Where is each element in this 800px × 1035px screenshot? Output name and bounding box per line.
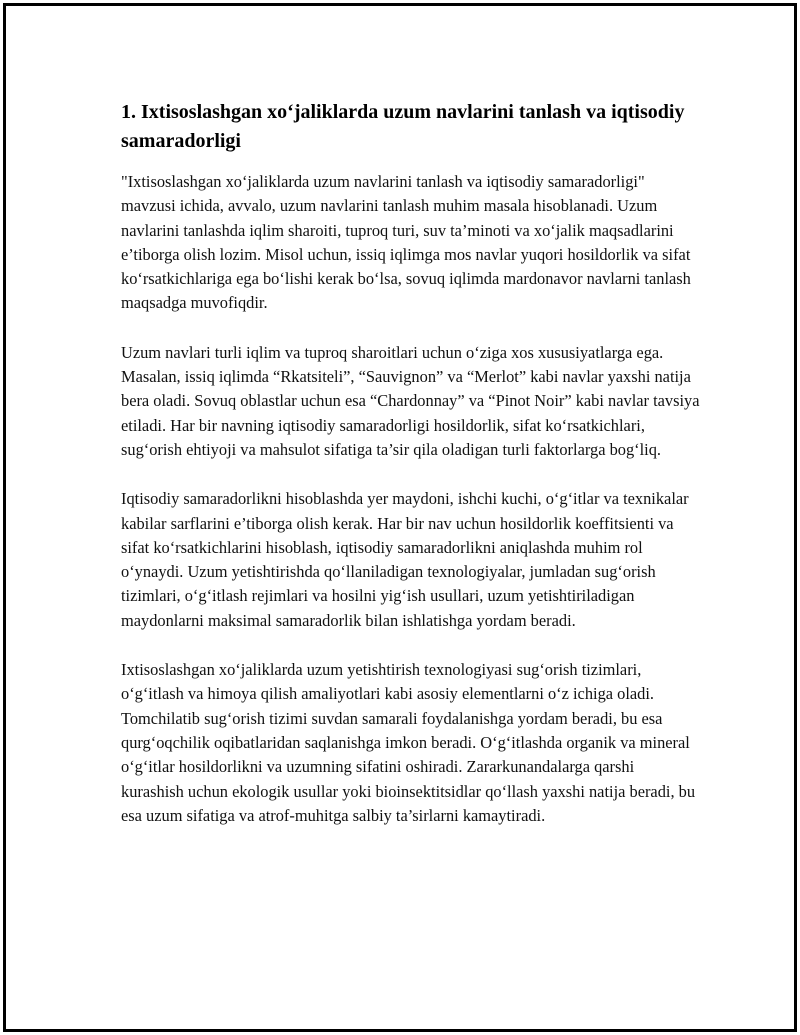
paragraph-3: Iqtisodiy samaradorlikni hisoblashda yer maydoni, ishchi kuchi, o‘g‘itlar va texnikalar kabilar sarflarini e’tiborga olish kerak. Har bir nav uchun hosildorlik koeffitsienti va sifat ko‘rsatkichlarini hisoblash, iqtisodiy samaradorlikni aniqlashda muhim rol o‘ynaydi. Uzum yetishtirishda qo‘llaniladigan texnologiyalar, jumladan sug‘orish tizimlari, o‘g‘itlash rejimlari va hosilni yig‘ish usullari, uzum yetishtiriladigan maydonlarni maksimal samaradorlik bilan ishlatishga yordam beradi. [121, 489, 689, 630]
page-frame [3, 3, 797, 1032]
paragraph-1: "Ixtisoslashgan xo‘jaliklarda uzum navlarini tanlash va iqtisodiy samaradorligi" mavzusi ichida, avvalo, uzum navlarini tanlash muhim masala hisoblanadi. Uzum navlarini tanlashda iqlim sharoiti, tuproq turi, suv ta’minoti va xo‘jalik maqsadlarini e’tiborga olish lozim. Misol uchun, issiq iqlimga mos navlar yuqori hosildorlik va sifat ko‘rsatkichlariga ega bo‘lishi kerak bo‘lsa, sovuq iqlimda mardonavor navlarni tanlash maqsadga muvofiqdir. [121, 172, 691, 313]
paragraph-2: Uzum navlari turli iqlim va tuproq sharoitlari uchun o‘ziga xos xususiyatlarga ega. Masalan, issiq iqlimda “Rkatsiteli”, “Sauvignon” va “Merlot” kabi navlar yaxshi natija bera oladi. Sovuq oblastlar uchun esa “Chardonnay” va “Pinot Noir” kabi navlar tavsiya etiladi. Har bir navning iqtisodiy samaradorligi hosildorlik, sifat ko‘rsatkichlari, sug‘orish ehtiyoji va mahsulot sifatiga ta’sir qila oladigan turli faktorlarga bog‘liq. [121, 342, 700, 459]
paragraph-4: Ixtisoslashgan xo‘jaliklarda uzum yetishtirish texnologiyasi sug‘orish tizimlari, o‘g‘itlash va himoya qilish amaliyotlari kabi asosiy elementlarni o‘z ichiga oladi. Tomchilatib sug‘orish tizimi suvdan samarali foydalanishga yordam beradi, bu esa qurg‘oqchilik oqibatlaridan saqlanishga imkon beradi. O‘g‘itlashda organik va mineral o‘g‘itlar hosildorlikni va uzumning sifatini oshiradi. Zararkunandalarga qarshi kurashish uchun ekologik usullar yoki bioinsektitsidlar qo‘llash yaxshi natija beradi, bu esa uzum sifatiga va atrof-muhitga salbiy ta’sirlarni kamaytiradi. [121, 660, 696, 825]
document-body [121, 98, 701, 853]
section-heading: 1. Ixtisoslashgan xo‘jaliklarda uzum navlarini tanlash va iqtisodiy samaradorligi [121, 101, 685, 152]
